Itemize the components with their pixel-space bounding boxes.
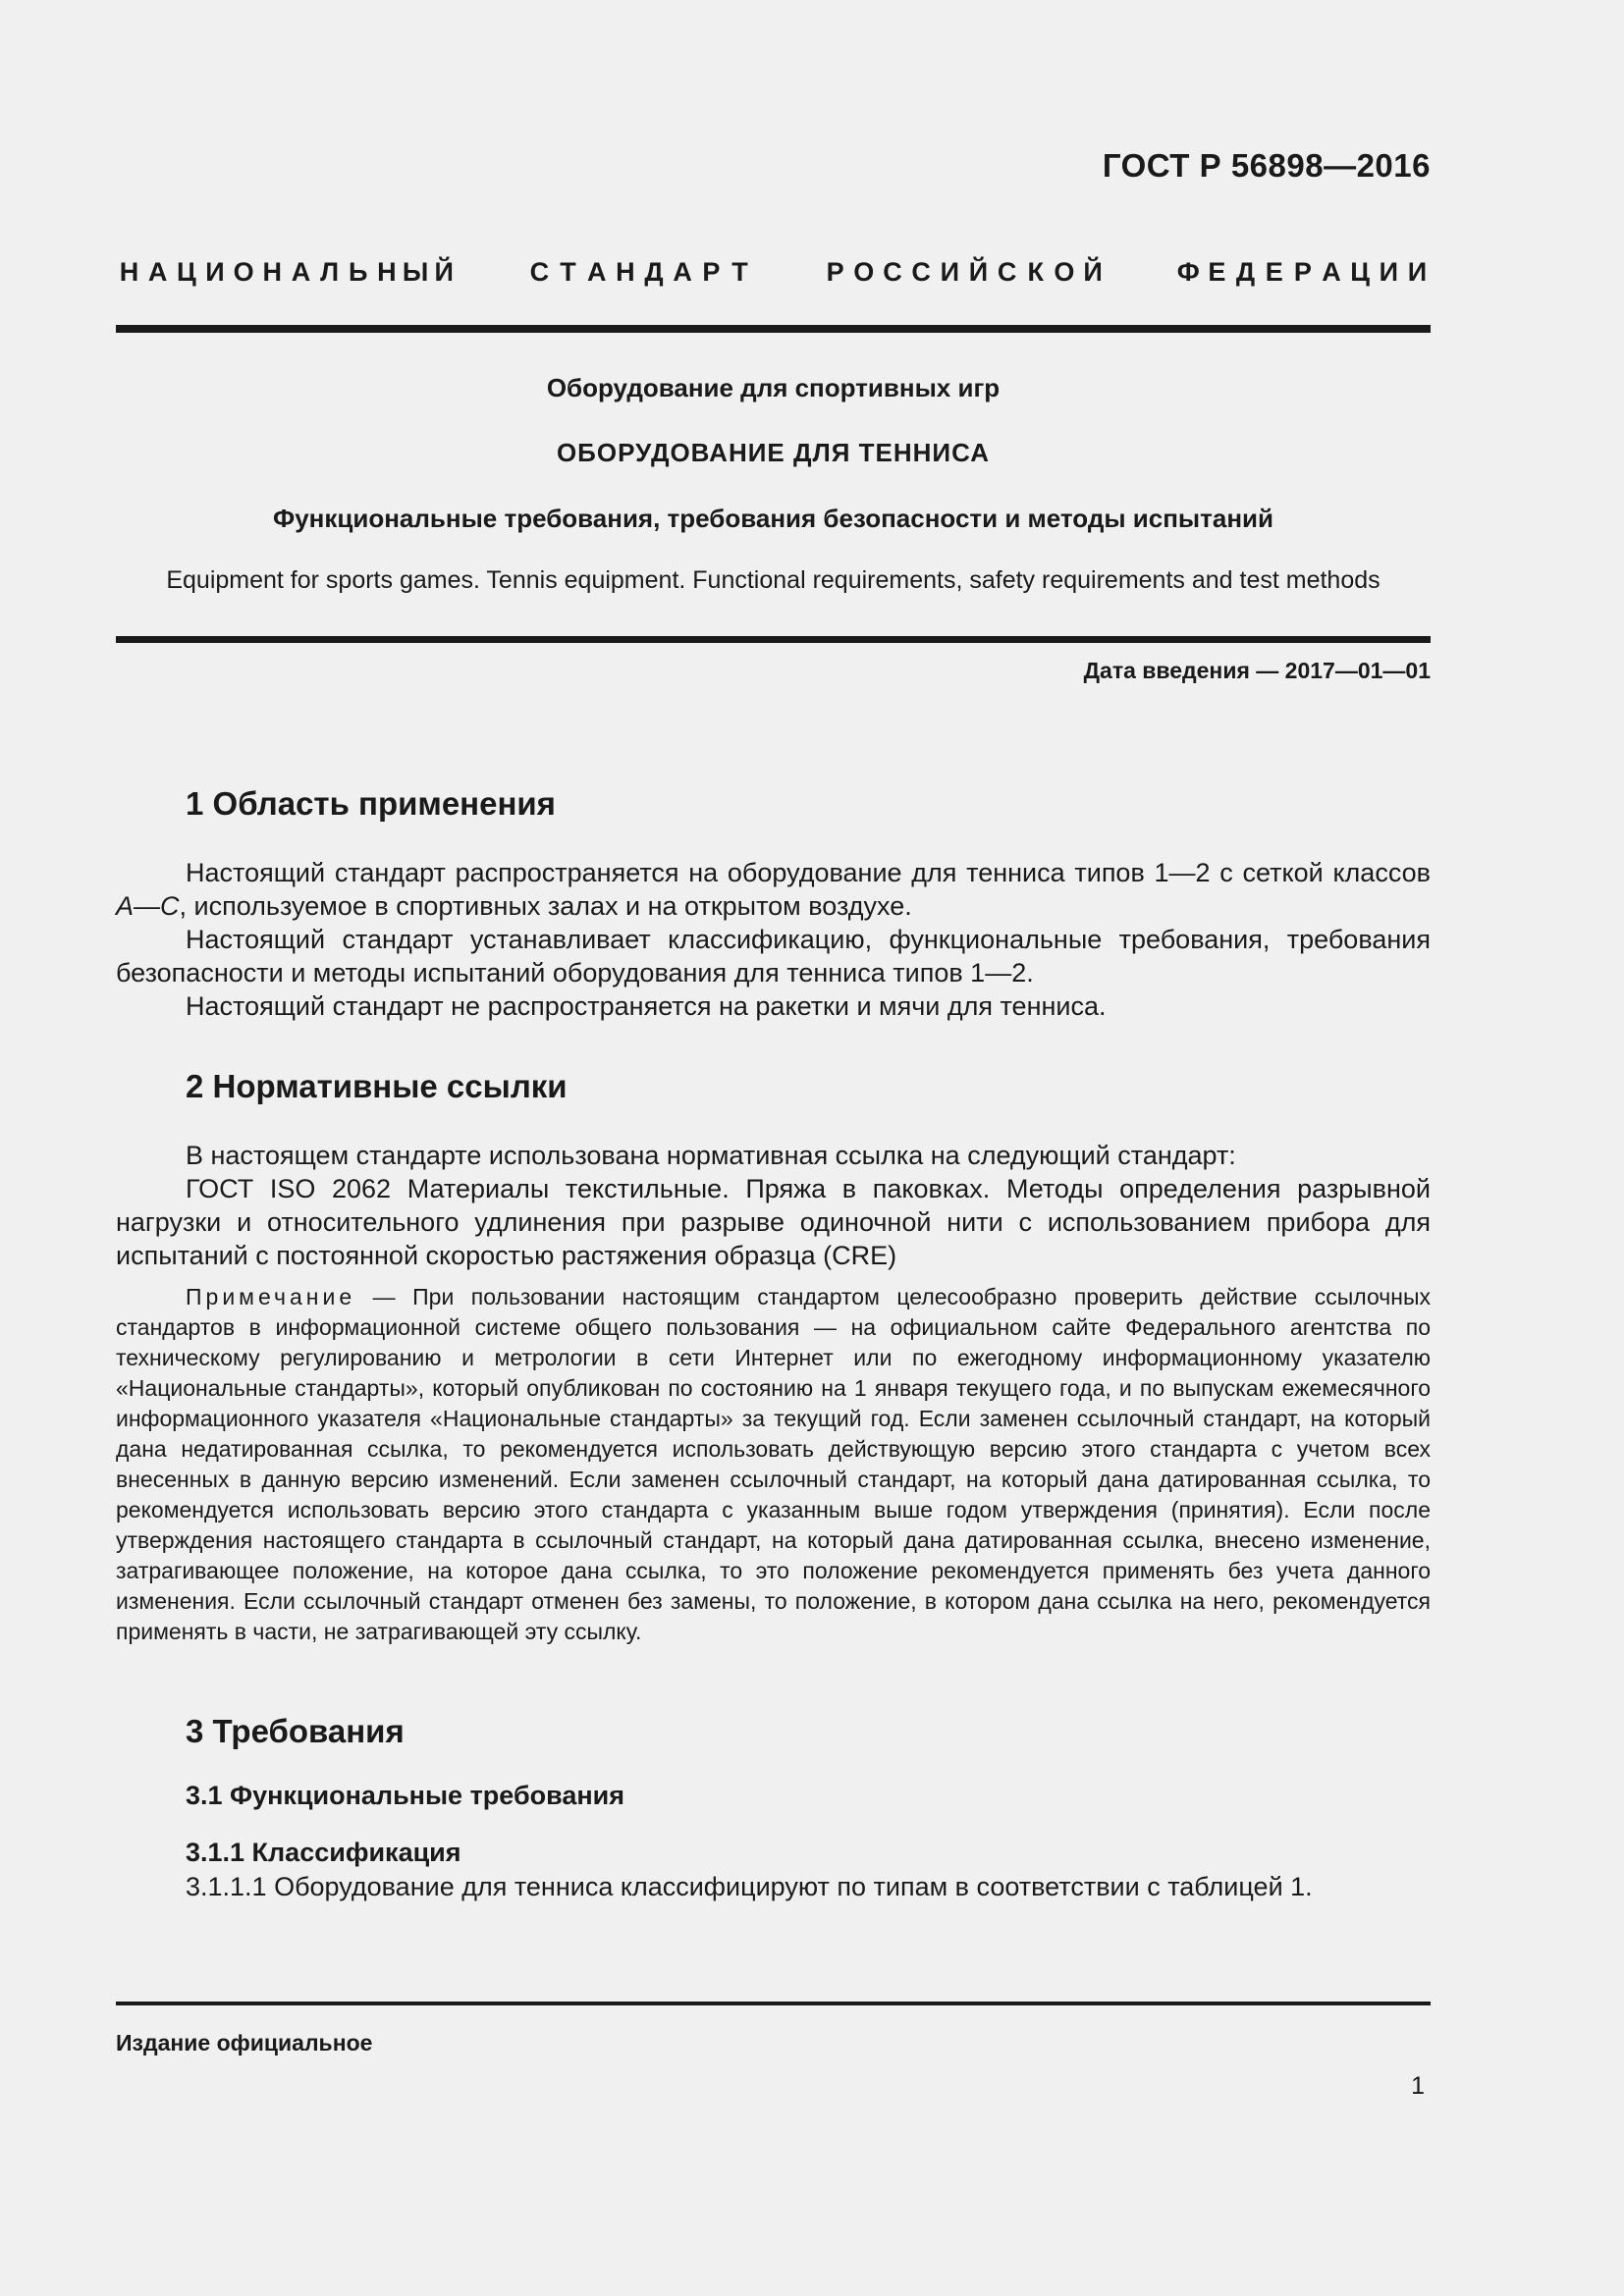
title-divider: [116, 636, 1431, 643]
note-paragraph: [116, 1282, 1431, 1647]
paragraph: Настоящий стандарт устанавливает классификацию, функциональные требования, требования безопасности и методы испытаний оборудования для тенниса типов 1—2.: [116, 925, 1431, 988]
footer-divider: [116, 2002, 1431, 2005]
section-2-body: [116, 1139, 1431, 1272]
national-standard-banner: [116, 257, 1431, 288]
official-edition-label: Издание официальное: [116, 2030, 373, 2056]
note-block: [116, 1282, 1431, 1647]
paragraph: Настоящий стандарт не распространяется на ракетки и мячи для тенниса.: [186, 991, 1107, 1021]
section-1-body: [116, 856, 1431, 1023]
note-label: Примечание: [186, 1284, 356, 1309]
title-line-2: ОБОРУДОВАНИЕ ДЛЯ ТЕННИСА: [556, 438, 991, 467]
net-classes: А—С: [116, 891, 180, 921]
section-2-heading: 2 Нормативные ссылки: [186, 1068, 568, 1104]
normative-reference: ГОСТ ISO 2062 Материалы текстильные. Пряжа в паковках. Методы определения разрывной нагрузки и относительного удлинения при разрыве одиночной нити с использованием прибора для испытаний с постоянной скоростью растяжения образца (CRE): [116, 1174, 1431, 1270]
title-line-1: Оборудование для спортивных игр: [546, 373, 1001, 402]
page-number: 1: [1411, 2072, 1425, 2100]
title-english: Equipment for sports games. Tennis equipment. Functional requirements, safety requirements and test methods: [166, 566, 1380, 594]
subsection-3-1-heading: 3.1 Функциональные требования: [186, 1781, 625, 1810]
note-text: — При пользовании настоящим стандартом целесообразно проверить действие ссылочных стандартов в информационной системе общего пользования — на официальном сайте Федерального агентства по техническому регулированию и метрологии в сети Интернет или по ежегодному информационному указателю «Национальные стандарты», который опубликован по состоянию на 1 января текущего года, и по выпускам ежемесячного информационного указателя «Национальные стандарты» за текущий год. Если заменен ссылочный стандарт, на который дана недатированная ссылка, то рекомендуется использовать действующую версию этого стандарта с учетом всех внесенных в данную версию изменений. Если заменен ссылочный стандарт, на который дана датированная ссылка, то рекомендуется использовать версию этого стандарта с указанным выше годом утверждения (принятия). Если после утверждения настоящего стандарта в ссылочный стандарт, на который дана датированная ссылка, внесено изменение, затрагивающее положение, на которое дана ссылка, то это положение рекомендуется применять без учета данного изменения. Если ссылочный стандарт отменен без замены, то положение, в котором дана ссылка на него, рекомендуется применять в части, не затрагивающей эту ссылку.: [116, 1284, 1431, 1644]
subsection-3-1-1-heading: 3.1.1 Классификация: [186, 1838, 461, 1867]
section-3-heading: 3 Требования: [186, 1713, 405, 1749]
paragraph: 3.1.1.1 Оборудование для тенниса классифицируют по типам в соответствии с таблицей 1.: [186, 1872, 1313, 1901]
banner-word: Ф Е Д Е Р А Ц И И: [1176, 257, 1428, 287]
document-code: ГОСТ Р 56898—2016: [1102, 147, 1431, 184]
banner-word: Р О С С И Й С К О Й: [826, 257, 1103, 287]
banner-word: Н А Ц И О Н А Л Ь Н Ы Й: [119, 257, 454, 287]
paragraph: Настоящий стандарт распространяется на оборудование для тенниса типов 1—2 с сеткой классов А—С, используемое в спортивных залах и на открытом воздухе.: [116, 858, 1431, 921]
title-line-3: Функциональные требования, требования безопасности и методы испытаний: [273, 504, 1273, 533]
banner-word: С Т А Н Д А Р Т: [529, 257, 748, 287]
top-divider: [116, 325, 1431, 333]
introduction-date: Дата введения — 2017—01—01: [1083, 658, 1431, 683]
section-3-body: [116, 1870, 1431, 1903]
section-1-heading: 1 Область применения: [186, 785, 556, 822]
paragraph: В настоящем стандарте использована нормативная ссылка на следующий стандарт:: [186, 1141, 1236, 1170]
